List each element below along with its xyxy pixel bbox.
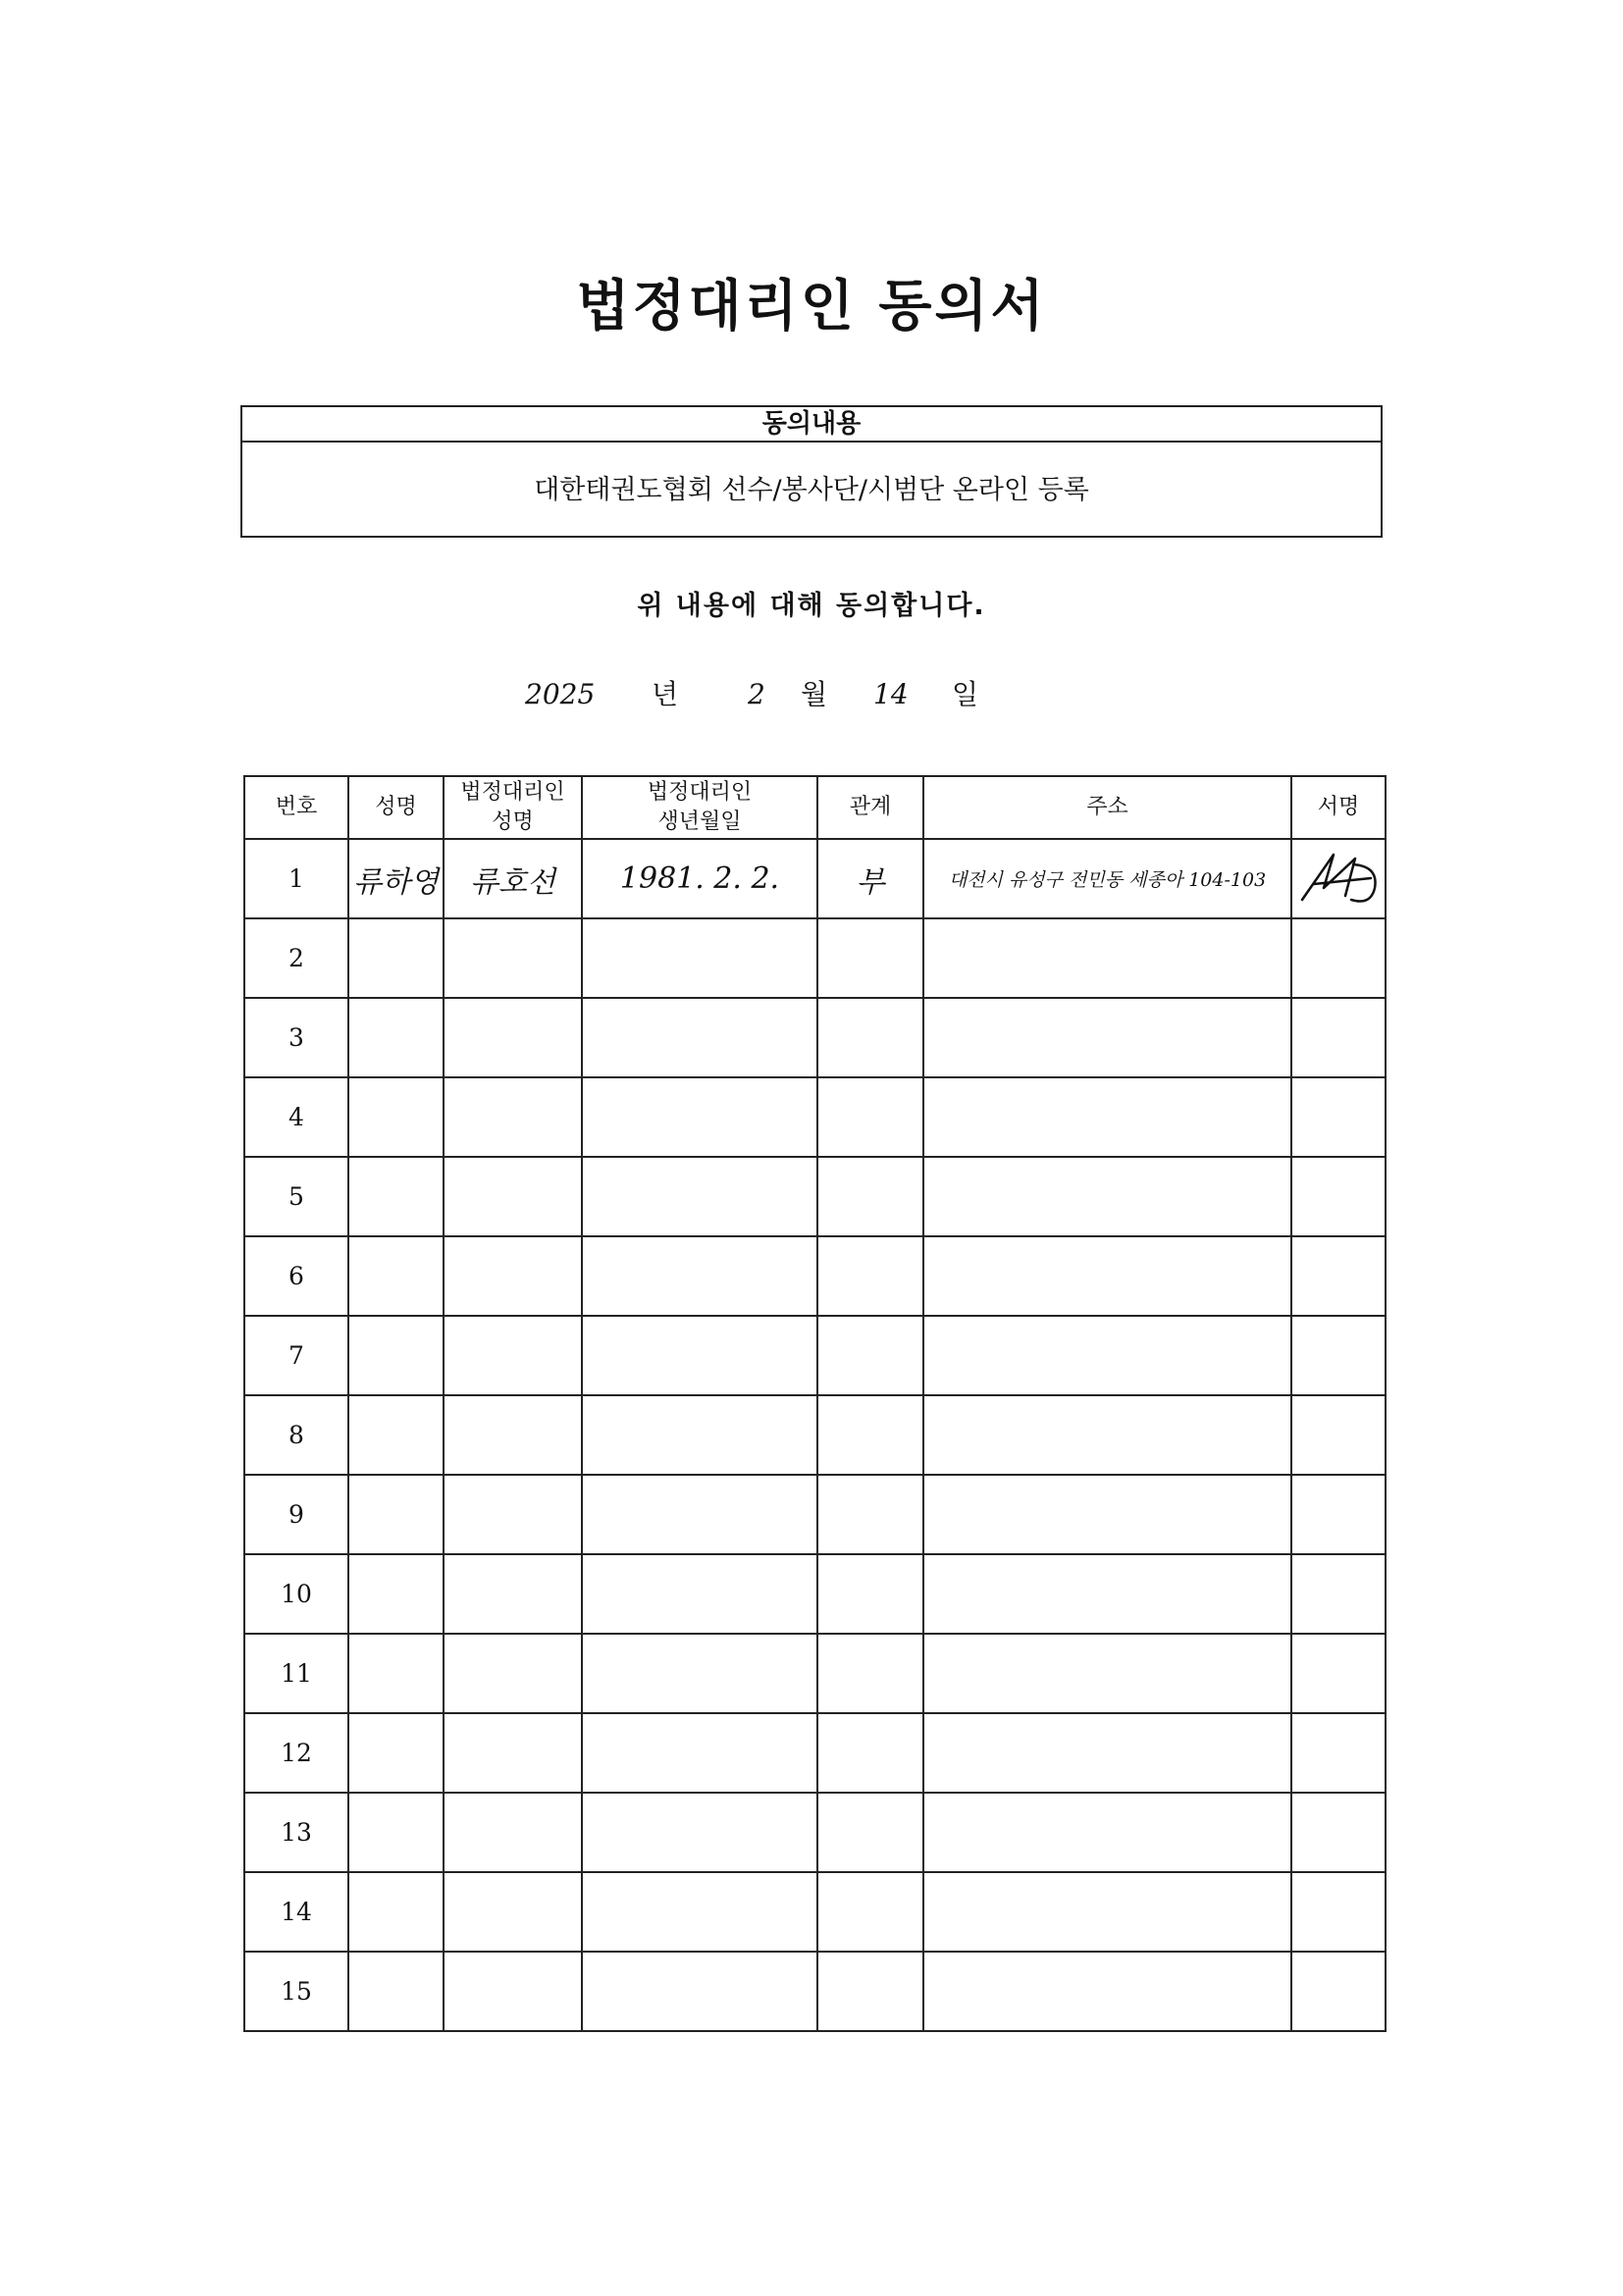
date-day-label: 일 — [952, 678, 979, 710]
table-row — [244, 1634, 1386, 1713]
cell-no: 1 — [244, 839, 348, 918]
cell-no: 7 — [244, 1316, 348, 1395]
cell-signature — [1291, 1236, 1386, 1316]
cell-relation — [817, 1952, 923, 2031]
header-no: 번호 — [244, 776, 348, 839]
table-row — [244, 1554, 1386, 1634]
cell-no: 3 — [244, 998, 348, 1077]
cell-signature — [1291, 1316, 1386, 1395]
cell-no: 12 — [244, 1713, 348, 1793]
table-row — [244, 839, 1386, 918]
cell-relation — [817, 1872, 923, 1952]
cell-no: 9 — [244, 1475, 348, 1554]
document-title: 법정대리인 동의서 — [576, 275, 1047, 339]
cell-relation — [817, 1475, 923, 1554]
cell-guardian-name — [444, 998, 582, 1077]
cell-guardian-name: 류호선 — [444, 839, 582, 918]
cell-address — [923, 1236, 1291, 1316]
cell-relation — [817, 998, 923, 1077]
table-row — [244, 918, 1386, 998]
cell-guardian-name — [444, 1157, 582, 1236]
cell-signature — [1291, 1713, 1386, 1793]
cell-name — [348, 1077, 444, 1157]
table-header-row — [244, 776, 1386, 839]
cell-name — [348, 1316, 444, 1395]
header-guardian-birth-line1: 법정대리인 — [647, 780, 753, 805]
cell-guardian-birth — [582, 1157, 817, 1236]
cell-no: 2 — [244, 918, 348, 998]
cell-guardian-name — [444, 1236, 582, 1316]
cell-guardian-birth — [582, 1236, 817, 1316]
cell-signature — [1291, 1952, 1386, 2031]
cell-signature — [1291, 1872, 1386, 1952]
cell-guardian-birth — [582, 1554, 817, 1634]
cell-relation: 부 — [817, 839, 923, 918]
cell-guardian-name — [444, 1952, 582, 2031]
cell-name — [348, 1236, 444, 1316]
cell-guardian-birth — [582, 1316, 817, 1395]
cell-address — [923, 1713, 1291, 1793]
cell-guardian-birth: 1981. 2. 2. — [582, 839, 817, 918]
cell-guardian-name — [444, 1634, 582, 1713]
date-year-label: 년 — [652, 678, 679, 710]
table-row — [244, 998, 1386, 1077]
header-relation: 관계 — [817, 776, 923, 839]
table-row — [244, 1475, 1386, 1554]
cell-signature — [1291, 1793, 1386, 1872]
table-row — [244, 1713, 1386, 1793]
cell-guardian-birth — [582, 1872, 817, 1952]
cell-name — [348, 1793, 444, 1872]
cell-guardian-name — [444, 1316, 582, 1395]
cell-relation — [817, 1634, 923, 1713]
cell-signature — [1291, 1634, 1386, 1713]
cell-name — [348, 1157, 444, 1236]
cell-address — [923, 918, 1291, 998]
cell-signature — [1291, 998, 1386, 1077]
cell-relation — [817, 1793, 923, 1872]
cell-name — [348, 1713, 444, 1793]
cell-guardian-birth — [582, 1713, 817, 1793]
cell-name — [348, 1395, 444, 1475]
date-month-label: 월 — [801, 678, 828, 710]
cell-guardian-name — [444, 1554, 582, 1634]
cell-no: 8 — [244, 1395, 348, 1475]
cell-signature — [1291, 1157, 1386, 1236]
cell-signature — [1291, 918, 1386, 998]
cell-guardian-birth — [582, 998, 817, 1077]
cell-guardian-name — [444, 1475, 582, 1554]
cell-relation — [817, 918, 923, 998]
consent-content: 대한태권도협회 선수/봉사단/시범단 온라인 등록 — [534, 475, 1089, 505]
cell-guardian-name — [444, 1395, 582, 1475]
cell-address — [923, 998, 1291, 1077]
header-name: 성명 — [348, 776, 444, 839]
date-month: 2 — [748, 678, 765, 710]
cell-address: 대전시 유성구 전민동 세종아 104-103 — [923, 839, 1291, 918]
header-guardian-name-line1: 법정대리인 — [460, 780, 565, 805]
cell-name — [348, 1634, 444, 1713]
cell-address — [923, 1316, 1291, 1395]
table-row — [244, 1316, 1386, 1395]
cell-relation — [817, 1077, 923, 1157]
cell-relation — [817, 1316, 923, 1395]
cell-name — [348, 1475, 444, 1554]
date-year: 2025 — [525, 678, 596, 710]
cell-relation — [817, 1395, 923, 1475]
header-address: 주소 — [923, 776, 1291, 839]
table-row — [244, 1952, 1386, 2031]
consent-header: 동의내용 — [242, 407, 1381, 443]
cell-address — [923, 1157, 1291, 1236]
signature-scribble-icon — [1294, 845, 1383, 913]
cell-guardian-birth — [582, 1952, 817, 2031]
cell-guardian-name — [444, 1793, 582, 1872]
cell-relation — [817, 1236, 923, 1316]
cell-signature — [1291, 839, 1386, 918]
cell-name — [348, 1872, 444, 1952]
table-row — [244, 1793, 1386, 1872]
cell-signature — [1291, 1077, 1386, 1157]
registration-table — [243, 775, 1387, 2032]
cell-relation — [817, 1713, 923, 1793]
cell-no: 15 — [244, 1952, 348, 2031]
table-row — [244, 1395, 1386, 1475]
cell-no: 5 — [244, 1157, 348, 1236]
cell-signature — [1291, 1475, 1386, 1554]
cell-address — [923, 1793, 1291, 1872]
cell-relation — [817, 1554, 923, 1634]
cell-guardian-name — [444, 1713, 582, 1793]
cell-guardian-name — [444, 918, 582, 998]
cell-name — [348, 1952, 444, 2031]
cell-no: 10 — [244, 1554, 348, 1634]
cell-no: 6 — [244, 1236, 348, 1316]
header-signature: 서명 — [1291, 776, 1386, 839]
header-guardian-name — [444, 776, 582, 839]
cell-name — [348, 998, 444, 1077]
cell-name: 류하영 — [348, 839, 444, 918]
cell-guardian-birth — [582, 1475, 817, 1554]
cell-address — [923, 1952, 1291, 2031]
table-row — [244, 1157, 1386, 1236]
date-day: 14 — [873, 678, 909, 710]
cell-address — [923, 1872, 1291, 1952]
cell-name — [348, 918, 444, 998]
cell-guardian-birth — [582, 1077, 817, 1157]
cell-no: 11 — [244, 1634, 348, 1713]
cell-name — [348, 1554, 444, 1634]
table-row — [244, 1236, 1386, 1316]
table-row — [244, 1872, 1386, 1952]
cell-address — [923, 1077, 1291, 1157]
cell-relation — [817, 1157, 923, 1236]
cell-guardian-name — [444, 1077, 582, 1157]
cell-signature — [1291, 1395, 1386, 1475]
table-row — [244, 1077, 1386, 1157]
cell-no: 13 — [244, 1793, 348, 1872]
cell-no: 4 — [244, 1077, 348, 1157]
cell-guardian-birth — [582, 1793, 817, 1872]
consent-box — [240, 405, 1383, 538]
cell-guardian-birth — [582, 1634, 817, 1713]
cell-address — [923, 1395, 1291, 1475]
cell-guardian-name — [444, 1872, 582, 1952]
header-guardian-birth — [582, 776, 817, 839]
cell-address — [923, 1634, 1291, 1713]
header-guardian-name-line2: 성명 — [492, 809, 534, 834]
agreement-statement: 위 내용에 대해 동의합니다. — [637, 591, 986, 621]
cell-guardian-birth — [582, 1395, 817, 1475]
header-guardian-birth-line2: 생년월일 — [657, 809, 742, 834]
cell-guardian-birth — [582, 918, 817, 998]
cell-signature — [1291, 1554, 1386, 1634]
cell-address — [923, 1475, 1291, 1554]
cell-no: 14 — [244, 1872, 348, 1952]
cell-address — [923, 1554, 1291, 1634]
